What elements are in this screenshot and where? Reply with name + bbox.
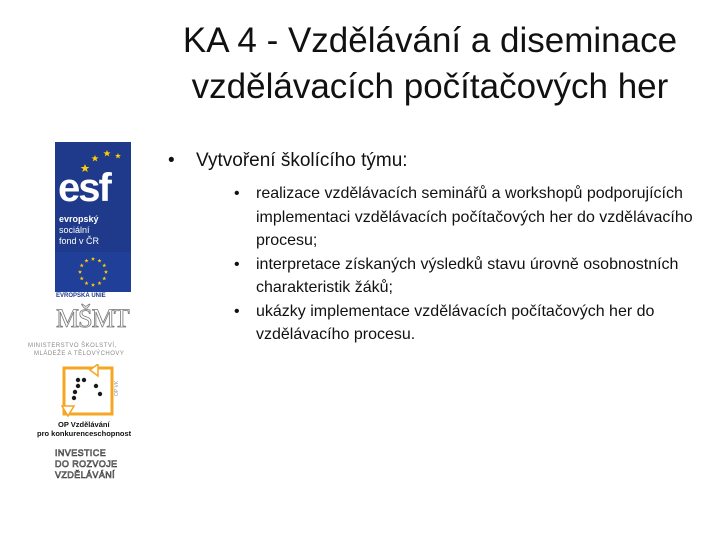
opvk-side-text: OP VK <box>114 380 120 396</box>
sub-bullet-text: interpretace získaných výsledků stavu úrovně osobnostních charakteristik žáků; <box>256 255 679 296</box>
opvk-dots-icon <box>60 364 120 419</box>
investice-line-2: DO ROZVOJE <box>55 459 118 469</box>
investice-line-3: VZDĚLÁVÁNÍ <box>55 470 116 480</box>
investice-logo <box>55 448 145 488</box>
investice-line-1: INVESTICE <box>55 448 107 458</box>
sub-bullet-item <box>168 182 708 253</box>
esf-line-3: fond v ČR <box>59 236 100 246</box>
slide-title <box>150 18 710 110</box>
bullet-icon: • <box>234 302 240 320</box>
sub-bullet-text: realizace vzdělávacích seminářů a workshopů podporujících implementaci vzdělávacích počítačových her do vzdělávacího procesu; <box>256 185 693 249</box>
eu-flag-icon <box>55 252 131 292</box>
opvk-line-2: pro konkurenceschopnost <box>37 429 132 438</box>
bullet-icon: • <box>168 150 175 171</box>
logo-column <box>20 130 150 490</box>
opvk-logo <box>34 362 150 437</box>
msmt-line-1: MINISTERSTVO ŠKOLSTVÍ, <box>28 343 117 349</box>
slide-content <box>168 148 708 347</box>
esf-line-1: evropský <box>59 214 99 224</box>
eu-flag-logo <box>55 252 131 302</box>
bullet-main <box>168 148 708 174</box>
eu-caption: EVROPSKÁ UNIE <box>56 293 106 299</box>
bullet-main-text: Vytvoření školícího týmu: <box>196 150 408 171</box>
esf-mark: esf <box>58 166 110 210</box>
bullet-icon: • <box>234 255 240 273</box>
sub-bullet-item <box>168 253 708 300</box>
opvk-line-1: OP Vzdělávání <box>58 420 110 429</box>
esf-line-2: sociální <box>59 225 90 235</box>
esf-logo <box>55 142 131 260</box>
title-line-2: vzdělávacích počítačových her <box>191 67 669 106</box>
bullet-icon: • <box>234 185 240 202</box>
msmt-mark: MŠMT <box>56 304 129 333</box>
sub-bullet-item <box>168 300 708 347</box>
title-line-1: KA 4 - Vzdělávání a diseminace <box>182 21 678 60</box>
msmt-logo <box>20 305 150 360</box>
msmt-line-2: MLÁDEŽE A TĚLOVÝCHOVY <box>34 351 125 357</box>
sub-bullet-text: ukázky implementace vzdělávacích počítačových her do vzdělávacího procesu. <box>256 302 655 343</box>
sub-bullet-list <box>168 182 708 347</box>
